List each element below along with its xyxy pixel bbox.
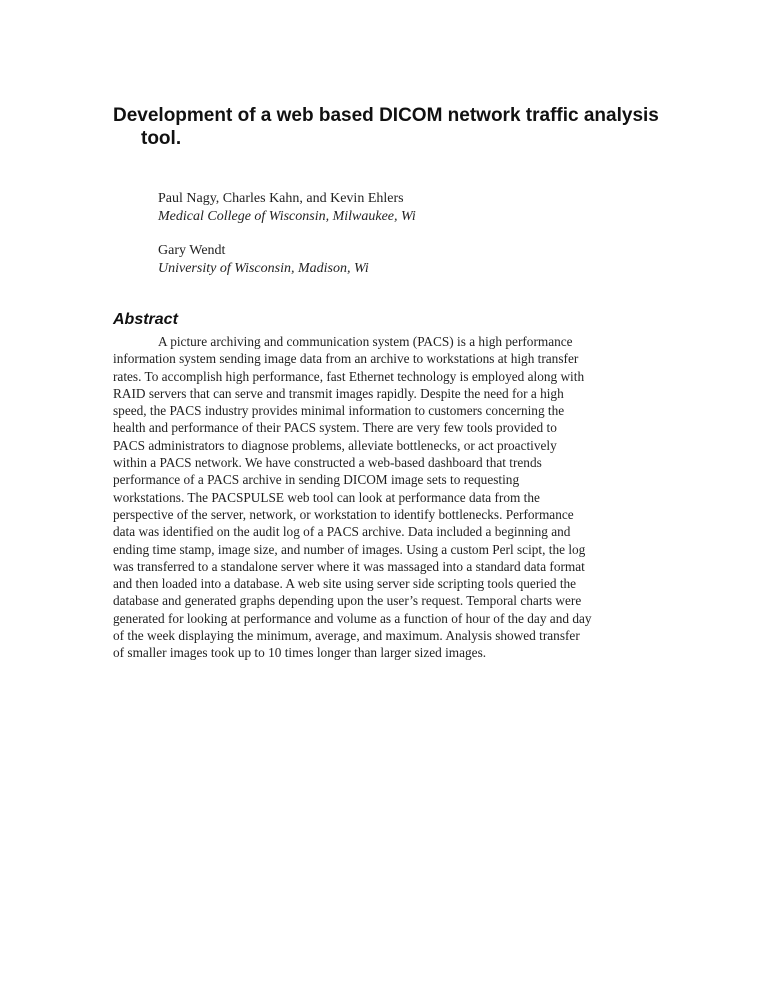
author-names: Gary Wendt bbox=[158, 243, 226, 258]
author-block-1 bbox=[158, 190, 638, 226]
abstract-line: of the week displaying the minimum, average, and maximum. Analysis showed transfer bbox=[113, 628, 580, 644]
abstract-line: information system sending image data from an archive to workstations at high transfer bbox=[113, 351, 579, 367]
paper-title: Development of a web based DICOM network traffic analysis tool. bbox=[113, 105, 659, 149]
abstract-line: was transferred to a standalone server where it was massaged into a standard data format bbox=[113, 558, 585, 574]
abstract-line: speed, the PACS industry provides minimal information to customers concerning the bbox=[113, 403, 565, 419]
abstract-line: ending time stamp, image size, and number of images. Using a custom Perl scipt, the log bbox=[113, 541, 586, 557]
abstract-line: of smaller images took up to 10 times longer than larger sized images. bbox=[113, 645, 487, 661]
author-affiliation: Medical College of Wisconsin, Milwaukee, Wi bbox=[158, 209, 416, 224]
abstract-heading: Abstract bbox=[113, 311, 178, 328]
abstract-line: A picture archiving and communication system (PACS) is a high performance bbox=[158, 334, 573, 349]
abstract-line: within a PACS network. We have constructed a web-based dashboard that trends bbox=[113, 455, 542, 471]
abstract-body bbox=[113, 333, 657, 662]
abstract-line: rates. To accomplish high performance, fast Ethernet technology is employed along with bbox=[113, 368, 585, 384]
abstract-line: data was identified on the audit log of a PACS archive. Data included a beginning and bbox=[113, 524, 571, 540]
abstract-line: RAID servers that can serve and transmit images rapidly. Despite the need for a high bbox=[113, 385, 564, 401]
abstract-line: database and generated graphs depending upon the user’s request. Temporal charts were bbox=[113, 593, 582, 609]
abstract-line: PACS administrators to diagnose problems, alleviate bottlenecks, or act proactively bbox=[113, 437, 557, 453]
abstract-line: performance of a PACS archive in sending DICOM image sets to requesting bbox=[113, 472, 520, 488]
abstract-line: generated for looking at performance and volume as a function of hour of the day and day bbox=[113, 610, 592, 626]
abstract-line: and then loaded into a database. A web site using server side scripting tools queried the bbox=[113, 576, 577, 592]
author-block-2 bbox=[158, 242, 638, 278]
author-affiliation: University of Wisconsin, Madison, Wi bbox=[158, 261, 369, 276]
abstract-line: perspective of the server, network, or workstation to identify bottlenecks. Performance bbox=[113, 506, 574, 522]
abstract-line: health and performance of their PACS system. There are very few tools provided to bbox=[113, 420, 557, 436]
abstract-line: workstations. The PACSPULSE web tool can look at performance data from the bbox=[113, 489, 540, 505]
author-names: Paul Nagy, Charles Kahn, and Kevin Ehlers bbox=[158, 191, 404, 206]
